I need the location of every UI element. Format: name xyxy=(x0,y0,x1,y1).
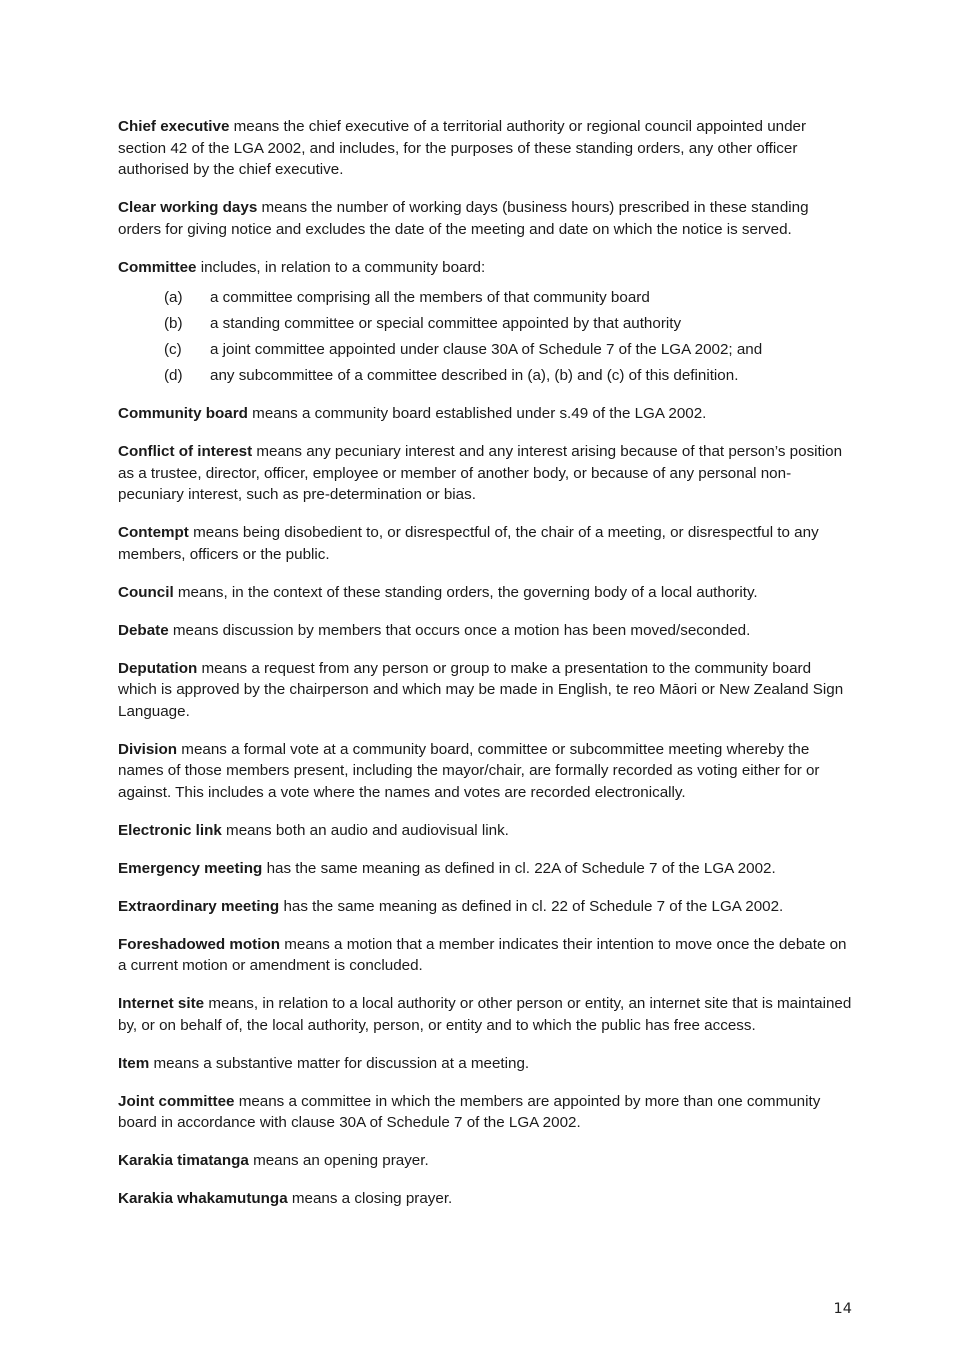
definition-text: has the same meaning as defined in cl. 22 of Schedule 7 of the LGA 2002. xyxy=(279,897,784,915)
definition-division xyxy=(118,739,854,804)
definition-term: Chief executive xyxy=(118,118,230,135)
definition-karakia-whakamutunga xyxy=(118,1188,854,1210)
definition-debate xyxy=(118,620,854,642)
definition-council xyxy=(118,582,854,604)
definition-text: means a motion that a member indicates their intention to move once the debate on a current motion or amendment is concluded. xyxy=(118,935,847,975)
list-marker: (a) xyxy=(164,288,183,306)
committee-sublist xyxy=(118,287,854,387)
definition-term: Internet site xyxy=(118,995,205,1013)
definition-term: Extraordinary meeting xyxy=(118,897,280,915)
definition-text: has the same meaning as defined in cl. 22A of Schedule 7 of the LGA 2002. xyxy=(262,859,776,877)
list-marker: (b) xyxy=(164,314,183,332)
definition-term: Karakia whakamutunga xyxy=(118,1190,288,1208)
definition-contempt xyxy=(118,522,854,565)
page-number: 14 xyxy=(833,1301,852,1317)
list-marker: (c) xyxy=(164,341,182,359)
definition-term: Division xyxy=(118,740,178,758)
list-item xyxy=(118,287,854,309)
definition-term: Deputation xyxy=(118,659,198,677)
definition-extraordinary-meeting xyxy=(118,896,854,918)
definition-term: Emergency meeting xyxy=(118,859,263,877)
definition-term: Item xyxy=(118,1054,150,1072)
definition-chief-executive xyxy=(118,116,854,181)
definition-joint-committee xyxy=(118,1091,854,1134)
definition-text: means a closing prayer. xyxy=(287,1190,453,1208)
definition-term: Contempt xyxy=(118,524,189,542)
definition-text: means discussion by members that occurs once a motion has been moved/seconded. xyxy=(168,621,751,639)
definition-term: Joint committee xyxy=(118,1092,235,1110)
list-marker: (d) xyxy=(164,367,183,385)
definition-text: means, in the context of these standing orders, the governing body of a local authority. xyxy=(173,583,758,601)
list-item-text: any subcommittee of a committee described in (a), (b) and (c) of this definition. xyxy=(210,367,739,385)
list-item xyxy=(118,313,854,335)
definition-internet-site xyxy=(118,993,854,1036)
definition-text: means the number of working days (business hours) prescribed in these standing orders for giving notice and excludes the date of the meeting and date on which the notice is served. xyxy=(118,199,809,238)
document-body xyxy=(118,116,854,1226)
definition-committee xyxy=(118,257,854,279)
definition-text: means an opening prayer. xyxy=(248,1152,429,1170)
definition-text: means, in relation to a local authority or other person or entity, an internet site that is maintained by, or on behalf of, the local authority, person, or entity and to which the public has free access. xyxy=(118,995,852,1034)
list-item xyxy=(118,339,854,361)
definition-clear-working-days xyxy=(118,197,854,240)
definition-conflict-of-interest xyxy=(118,441,854,506)
definition-text: means a community board established under s.49 of the LGA 2002. xyxy=(247,405,707,423)
definition-text: means the chief executive of a territorial authority or regional council appointed under section 42 of the LGA 2002, and includes, for the purposes of these standing orders, any other officer authorised by the chief executive. xyxy=(118,118,807,178)
definition-deputation xyxy=(118,658,854,723)
list-item-text: a standing committee or special committee appointed by that authority xyxy=(210,314,682,332)
definition-foreshadowed-motion xyxy=(118,934,854,977)
definition-karakia-timatanga xyxy=(118,1150,854,1172)
definition-item xyxy=(118,1053,854,1075)
definition-term: Electronic link xyxy=(118,821,222,839)
definition-electronic-link xyxy=(118,820,854,842)
list-item-text: a committee comprising all the members of that community board xyxy=(210,288,650,306)
definition-text: includes, in relation to a community board: xyxy=(196,258,486,276)
definition-term: Foreshadowed motion xyxy=(118,935,281,953)
definition-emergency-meeting xyxy=(118,858,854,880)
list-item-text: a joint committee appointed under clause 30A of Schedule 7 of the LGA 2002; and xyxy=(210,341,763,359)
definition-text: means both an audio and audiovisual link. xyxy=(221,821,509,839)
definition-text: means a formal vote at a community board, committee or subcommittee meeting whereby the names of those members present, including the mayor/chair, are formally recorded as voting either for or against. This includes a vote where the names and votes are recorded electronically. xyxy=(118,740,820,801)
definition-term: Committee xyxy=(118,258,197,276)
definition-term: Council xyxy=(118,583,174,601)
definition-text: means being disobedient to, or disrespectful of, the chair of a meeting, or disrespectful to any members, officers or the public. xyxy=(118,524,819,563)
definition-term: Community board xyxy=(118,405,248,423)
definition-term: Karakia timatanga xyxy=(118,1152,249,1170)
definition-text: means a committee in which the members are appointed by more than one community board in accordance with clause 30A of Schedule 7 of the LGA 2002. xyxy=(118,1092,821,1132)
list-item xyxy=(118,365,854,387)
definition-term: Clear working days xyxy=(118,199,258,216)
definition-community-board xyxy=(118,403,854,425)
definition-term: Debate xyxy=(118,621,169,639)
definition-text: means any pecuniary interest and any interest arising because of that person’s position as a trustee, director, officer, employee or member of another body, or because of any personal non-pecuniary interest, such as pre-determination or bias. xyxy=(118,443,843,504)
definition-text: means a substantive matter for discussion at a meeting. xyxy=(149,1054,530,1072)
definition-text: means a request from any person or group to make a presentation to the community board which is approved by the chairperson and which may be made in English, te reo Māori or New Zealand Sign Language. xyxy=(118,659,844,720)
definition-term: Conflict of interest xyxy=(118,443,253,461)
